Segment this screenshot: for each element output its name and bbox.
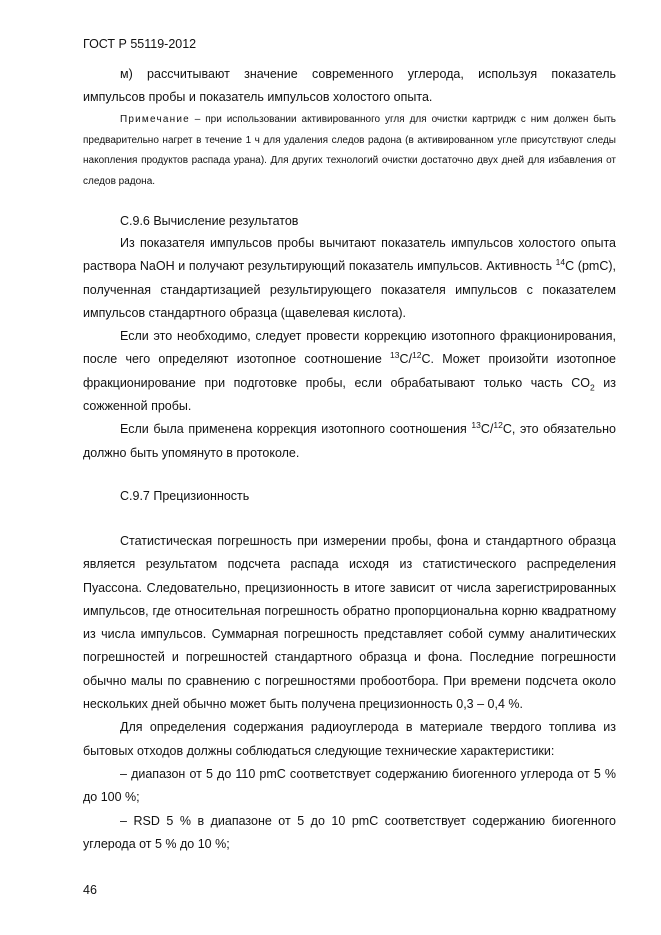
subscript: 2 [590,382,595,393]
item-m-block [83,63,616,110]
section-title-c96: С.9.6 Вычисление результатов [120,214,299,228]
superscript: 12 [412,350,422,361]
paragraph-c97-3: – диапазон от 5 до 110 pmC соответствует содержанию биогенного углерода от 5 % до 100 %; [83,766,616,805]
paragraph-c96-1 [83,232,616,325]
superscript: 13 [390,350,400,361]
text-run: Если это необходимо, следует провести коррекцию изотопного фракционирования, после чего определяют изотопное соотношение [83,329,616,367]
text-run: C, это обязательно должно быть упомянуто в протоколе. [83,422,616,460]
text-run: C (pmC), полученная стандартизацией результирующего показателя импульсов с показателем импульсов стандартного образца (щавелевая кислота). [83,259,616,320]
note-paragraph [83,110,616,192]
section-c97-body [83,530,616,856]
paragraph-c96-2 [83,325,616,418]
text-run: C. Может произойти изотопное фракционирование при подготовке пробы, если обрабатывают только часть CO [83,352,616,390]
text-run: Если была применена коррекция изотопного соотношения [120,422,472,437]
superscript: 14 [555,257,566,268]
text-run: C/ [399,352,413,367]
note-block [83,110,616,192]
superscript: 12 [493,420,503,431]
superscript: 13 [471,420,481,431]
paragraph-c96-3 [83,418,616,465]
text-run: из сожженной пробы. [83,375,617,414]
section-title-c97: С.9.7 Прецизионность [120,489,250,503]
paragraph-c97-2: Для определения содержания радиоуглерода в материале твердого топлива из бытовых отходов должны соблюдаться следующие технические характеристики: [83,720,616,758]
section-c96-body [83,232,616,465]
note-text: – при использовании активированного угля для очистки картридж с ним должен быть предварительно нагрет в течение 1 ч для удаления следов радона (в активированном угле присутствуют следы накопления продуктов распада урана). Для других технологий очистки достаточно двух дней для избавления от следов радона. [83,114,616,187]
paragraph-item-m: м) рассчитывают значение современного углерода, используя показатель импульсов пробы и показатель импульсов холостого опыта. [83,67,616,105]
page-number: 46 [83,883,97,897]
paragraph-c97-4: – RSD 5 % в диапазоне от 5 до 10 pmC соответствует содержанию биогенного углерода от 5 % до 10 %; [83,813,616,851]
paragraph-c97-1: Статистическая погрешность при измерении пробы, фона и стандартного образца является результатом подсчета распада исходя из статистического распределения Пуассона. Следовательно, прецизионность в итоге зависит от числа зарегистрированных импульсов, где относительная погрешность обратно пропорциональна корню квадратному из числа импульсов. Суммарная погрешность представляет собой сумму аналитических погрешностей и погрешностей стандартного образца и фона. Последние погрешности обычно малы по сравнению с погрешностями пробоотбора. При времени подсчета около нескольких дней обычно может быть получена прецизионность 0,3 – 0,4 %. [83,534,616,712]
document-header: ГОСТ Р 55119-2012 [83,37,197,51]
text-run: Из показателя импульсов пробы вычитают показатель импульсов холостого опыта раствора NaOH и получают результирующий показатель импульсов. Активность [83,236,616,274]
note-label: Примечание [120,114,190,125]
text-run: C/ [480,422,494,437]
